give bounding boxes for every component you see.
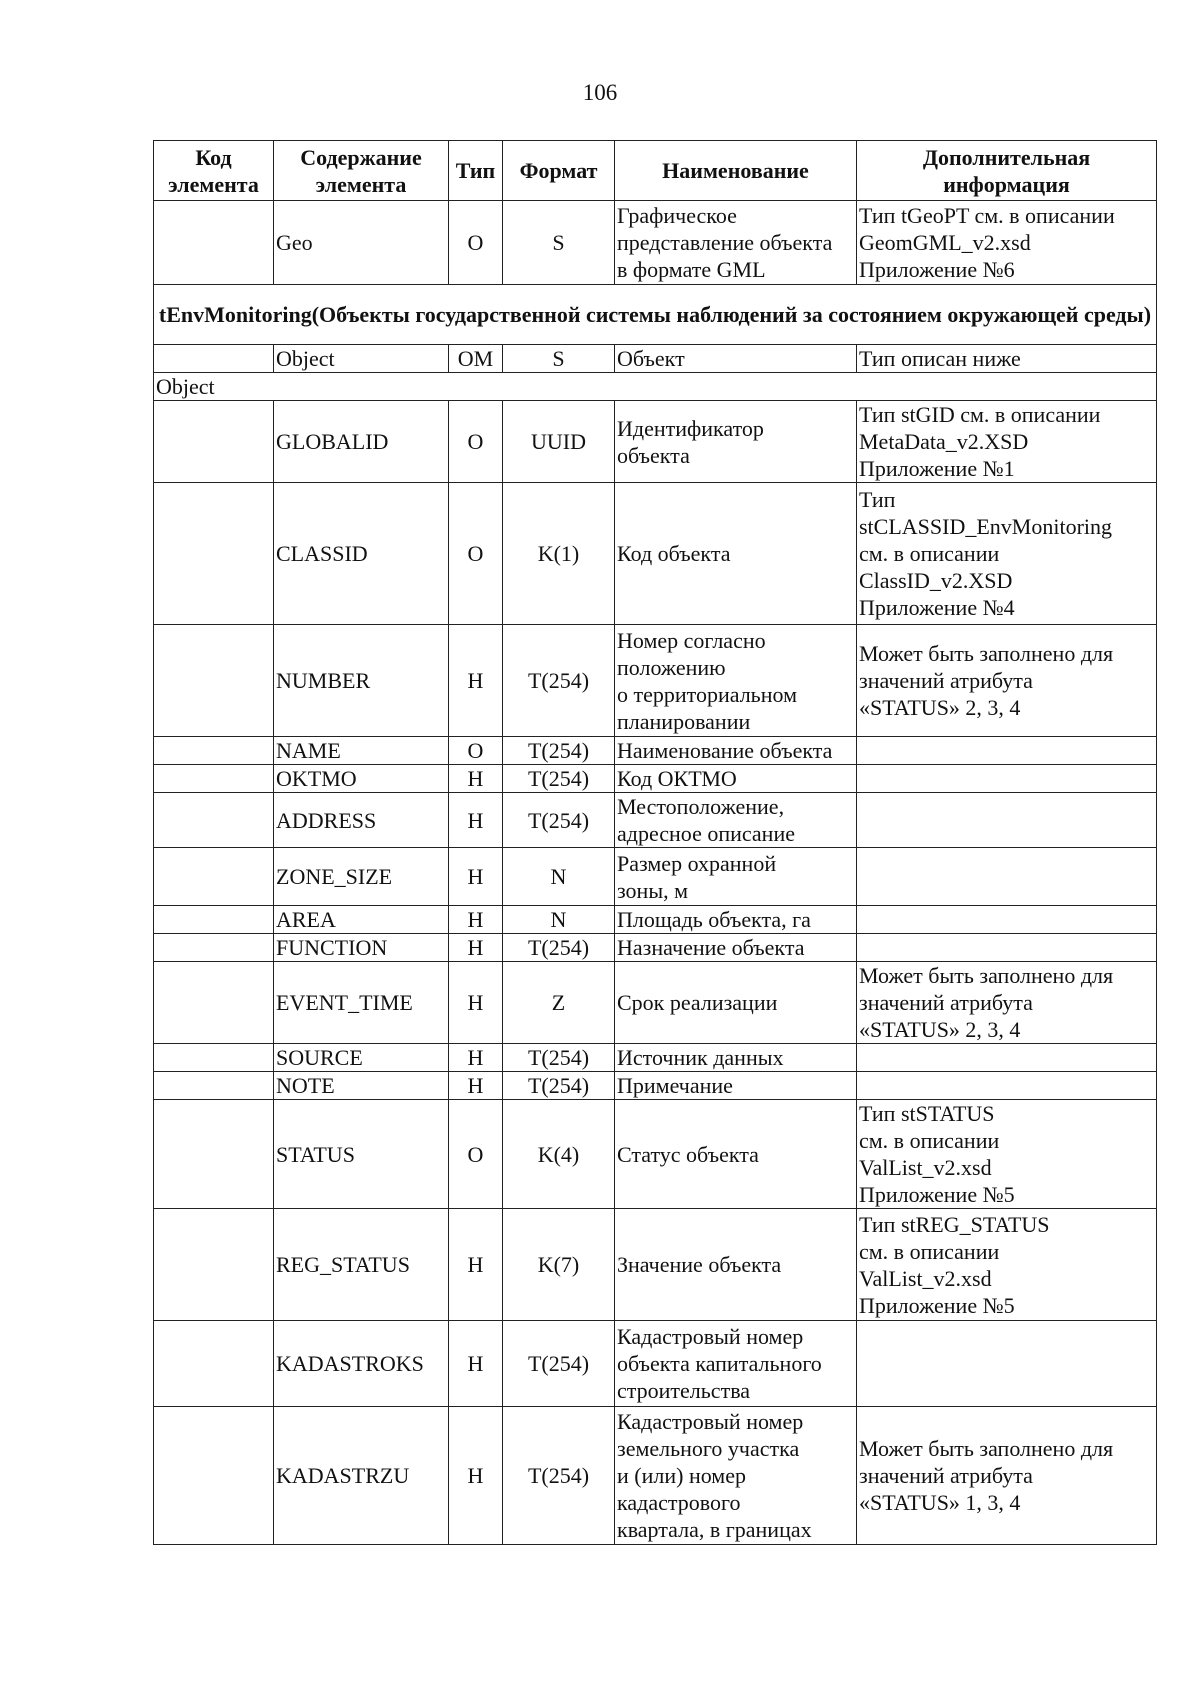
- cell-code: [154, 1100, 274, 1209]
- name-line: о территориальном: [617, 681, 797, 707]
- cell-extra: Тип описан ниже: [857, 345, 1157, 373]
- cell-content: SOURCE: [274, 1044, 449, 1072]
- cell-format: K(1): [503, 483, 615, 625]
- cell-type: H: [449, 1407, 503, 1545]
- extra-line: Приложение №4: [859, 595, 1015, 620]
- extra-line: «STATUS» 1, 3, 4: [859, 1490, 1021, 1515]
- extra-line: Приложение №5: [859, 1292, 1015, 1318]
- cell-type: H: [449, 962, 503, 1044]
- table-row: [154, 906, 1157, 934]
- cell-extra: [857, 1321, 1157, 1407]
- cell-type: H: [449, 1321, 503, 1407]
- extra-line: Тип stGID см. в описании: [859, 402, 1101, 427]
- cell-content: OKTMO: [274, 765, 449, 793]
- name-line: Значение объекта: [617, 1252, 782, 1277]
- cell-name: [615, 1407, 857, 1545]
- cell-name: [615, 1072, 857, 1100]
- name-line: строительства: [617, 1378, 751, 1403]
- cell-format: S: [503, 201, 615, 285]
- extra-line: Тип stSTATUS: [859, 1101, 995, 1126]
- header-extra: [857, 141, 1157, 201]
- cell-name: [615, 793, 857, 848]
- header-format: Формат: [503, 141, 615, 201]
- cell-code: [154, 401, 274, 483]
- extra-line: «STATUS» 2, 3, 4: [859, 695, 1021, 720]
- name-line: Площадь объекта, га: [617, 907, 811, 932]
- name-line: и (или) номер: [617, 1463, 746, 1488]
- name-line: Идентификатор: [617, 415, 764, 441]
- cell-format: UUID: [503, 401, 615, 483]
- extra-line: Приложение №5: [859, 1182, 1015, 1207]
- cell-extra: [857, 1044, 1157, 1072]
- cell-content: KADASTRZU: [274, 1407, 449, 1545]
- cell-extra: [857, 201, 1157, 285]
- cell-format: S: [503, 345, 615, 373]
- cell-type: O: [449, 401, 503, 483]
- cell-content: EVENT_TIME: [274, 962, 449, 1044]
- cell-content: AREA: [274, 906, 449, 934]
- cell-code: [154, 1321, 274, 1407]
- cell-type: H: [449, 765, 503, 793]
- section-row: [154, 285, 1157, 345]
- table-row: [154, 1321, 1157, 1407]
- extra-line: Может быть заполнено для: [859, 641, 1114, 666]
- table-row: [154, 483, 1157, 625]
- extra-line: Может быть заполнено для: [859, 963, 1114, 988]
- cell-format: T(254): [503, 1072, 615, 1100]
- header-code-line: элемента: [168, 171, 259, 197]
- table-row: [154, 1407, 1157, 1545]
- name-line: зоны, м: [617, 877, 689, 903]
- cell-type: H: [449, 793, 503, 848]
- cell-content: NOTE: [274, 1072, 449, 1100]
- cell-code: [154, 1209, 274, 1321]
- cell-type: O: [449, 483, 503, 625]
- cell-extra: [857, 848, 1157, 906]
- name-line: Местоположение,: [617, 794, 785, 819]
- cell-format: T(254): [503, 1407, 615, 1545]
- extra-line: ValList_v2.xsd: [859, 1155, 992, 1180]
- cell-format: T(254): [503, 1044, 615, 1072]
- extra-line: Тип: [859, 487, 896, 512]
- table-row: [154, 793, 1157, 848]
- cell-name: [615, 962, 857, 1044]
- cell-format: T(254): [503, 625, 615, 737]
- table-row: [154, 962, 1157, 1044]
- section-title: tEnvMonitoring(Объекты государственной системы наблюдений за состоянием окружающей среды): [154, 285, 1157, 345]
- extra-line: см. в описании: [859, 1238, 1000, 1264]
- cell-name: [615, 401, 857, 483]
- cell-extra: [857, 906, 1157, 934]
- cell-content: ZONE_SIZE: [274, 848, 449, 906]
- cell-code: [154, 483, 274, 625]
- name-line: представление объекта: [617, 230, 833, 255]
- cell-code: [154, 737, 274, 765]
- cell-code: [154, 962, 274, 1044]
- cell-content: NUMBER: [274, 625, 449, 737]
- extra-line: ValList_v2.xsd: [859, 1265, 992, 1291]
- cell-extra: [857, 793, 1157, 848]
- cell-extra: [857, 1209, 1157, 1321]
- group-label-row: [154, 373, 1157, 401]
- extra-line: Тип tGeoPT см. в описании: [859, 203, 1115, 228]
- table-row: [154, 1100, 1157, 1209]
- cell-format: T(254): [503, 1321, 615, 1407]
- cell-name: [615, 201, 857, 285]
- cell-code: [154, 1072, 274, 1100]
- cell-content: Object: [274, 345, 449, 373]
- name-line: земельного участка: [617, 1436, 800, 1461]
- table-row: [154, 934, 1157, 962]
- cell-type: H: [449, 625, 503, 737]
- name-line: Примечание: [617, 1073, 733, 1098]
- name-line: Размер охранной: [617, 850, 777, 876]
- cell-type: O: [449, 737, 503, 765]
- group-label: Object: [154, 373, 1157, 401]
- header-content-line: Содержание: [300, 144, 422, 170]
- extra-line: см. в описании: [859, 541, 1000, 566]
- extra-line: Приложение №1: [859, 456, 1015, 481]
- cell-extra: [857, 483, 1157, 625]
- cell-type: O: [449, 1100, 503, 1209]
- name-line: в формате GML: [617, 257, 766, 282]
- cell-content: GLOBALID: [274, 401, 449, 483]
- cell-code: [154, 934, 274, 962]
- extra-line: stCLASSID_EnvMonitoring: [859, 514, 1113, 539]
- name-line: Код ОКТМО: [617, 766, 737, 791]
- cell-content: Geo: [274, 201, 449, 285]
- name-line: кадастрового: [617, 1490, 741, 1515]
- cell-content: FUNCTION: [274, 934, 449, 962]
- header-content: [274, 141, 449, 201]
- cell-extra: [857, 1100, 1157, 1209]
- cell-type: H: [449, 934, 503, 962]
- table-row: [154, 765, 1157, 793]
- cell-name: [615, 848, 857, 906]
- cell-code: [154, 201, 274, 285]
- table-row: [154, 1072, 1157, 1100]
- header-extra-line: Дополнительная: [922, 144, 1091, 170]
- cell-content: ADDRESS: [274, 793, 449, 848]
- cell-extra: [857, 934, 1157, 962]
- cell-content: REG_STATUS: [274, 1209, 449, 1321]
- extra-line: Может быть заполнено для: [859, 1436, 1114, 1461]
- name-line: Срок реализации: [617, 990, 778, 1015]
- cell-content: NAME: [274, 737, 449, 765]
- name-line: Номер согласно: [617, 627, 766, 653]
- cell-format: N: [503, 848, 615, 906]
- name-line: объекта капитального: [617, 1351, 822, 1376]
- name-line: адресное описание: [617, 821, 795, 846]
- extra-line: см. в описании: [859, 1128, 1000, 1153]
- cell-extra: [857, 1072, 1157, 1100]
- name-line: положению: [617, 654, 726, 680]
- cell-name: [615, 1100, 857, 1209]
- object-row: [154, 345, 1157, 373]
- name-line: Назначение объекта: [617, 935, 805, 960]
- extra-line: MetaData_v2.XSD: [859, 429, 1029, 454]
- element-table: [153, 140, 1157, 1545]
- cell-type: H: [449, 1209, 503, 1321]
- header-type: Тип: [449, 141, 503, 201]
- geo-row: [154, 201, 1157, 285]
- header-code: [154, 141, 274, 201]
- table-row: [154, 401, 1157, 483]
- table-row: [154, 737, 1157, 765]
- name-line: Кадастровый номер: [617, 1324, 804, 1349]
- cell-code: [154, 906, 274, 934]
- cell-format: T(254): [503, 765, 615, 793]
- cell-extra: [857, 1407, 1157, 1545]
- cell-type: H: [449, 1044, 503, 1072]
- cell-name: [615, 483, 857, 625]
- cell-type: H: [449, 906, 503, 934]
- header-name: Наименование: [615, 141, 857, 201]
- extra-line: ClassID_v2.XSD: [859, 568, 1013, 593]
- name-line: Код объекта: [617, 541, 731, 566]
- cell-format: T(254): [503, 934, 615, 962]
- table-row: [154, 625, 1157, 737]
- page-number: 106: [582, 80, 618, 105]
- header-extra-line: информация: [943, 171, 1070, 197]
- cell-format: T(254): [503, 793, 615, 848]
- cell-name: [615, 737, 857, 765]
- cell-content: KADASTROKS: [274, 1321, 449, 1407]
- cell-code: [154, 1407, 274, 1545]
- cell-code: [154, 765, 274, 793]
- cell-extra: [857, 765, 1157, 793]
- header-code-line: Код: [195, 144, 232, 170]
- cell-extra: [857, 737, 1157, 765]
- extra-line: значений атрибута: [859, 668, 1033, 693]
- cell-extra: [857, 401, 1157, 483]
- header-content-line: элемента: [315, 171, 407, 197]
- table-row: [154, 848, 1157, 906]
- cell-code: [154, 793, 274, 848]
- cell-code: [154, 345, 274, 373]
- header-row: [154, 141, 1157, 201]
- cell-name: [615, 1321, 857, 1407]
- cell-name: [615, 625, 857, 737]
- cell-format: K(4): [503, 1100, 615, 1209]
- cell-name: [615, 906, 857, 934]
- name-line: Графическое: [617, 203, 737, 228]
- name-line: Статус объекта: [617, 1141, 759, 1167]
- cell-type: O: [449, 201, 503, 285]
- extra-line: значений атрибута: [859, 990, 1033, 1015]
- cell-type: H: [449, 848, 503, 906]
- extra-line: значений атрибута: [859, 1463, 1033, 1488]
- name-line: объекта: [617, 442, 690, 468]
- name-line: Кадастровый номер: [617, 1409, 804, 1434]
- name-line: квартала, в границах: [617, 1517, 812, 1542]
- cell-content: STATUS: [274, 1100, 449, 1209]
- cell-code: [154, 1044, 274, 1072]
- cell-name: [615, 1209, 857, 1321]
- extra-line: Приложение №6: [859, 257, 1015, 282]
- cell-format: K(7): [503, 1209, 615, 1321]
- cell-name: Объект: [615, 345, 857, 373]
- cell-name: [615, 765, 857, 793]
- table-row: [154, 1044, 1157, 1072]
- cell-type: H: [449, 1072, 503, 1100]
- extra-line: Тип stREG_STATUS: [859, 1211, 1050, 1237]
- extra-line: «STATUS» 2, 3, 4: [859, 1017, 1021, 1042]
- table-row: [154, 1209, 1157, 1321]
- cell-format: N: [503, 906, 615, 934]
- name-line: планировании: [617, 708, 751, 734]
- extra-line: GeomGML_v2.xsd: [859, 230, 1031, 255]
- cell-code: [154, 625, 274, 737]
- name-line: Источник данных: [617, 1045, 784, 1070]
- cell-extra: [857, 962, 1157, 1044]
- cell-extra: [857, 625, 1157, 737]
- cell-type: OM: [449, 345, 503, 373]
- cell-name: [615, 934, 857, 962]
- name-line: Наименование объекта: [617, 738, 833, 763]
- cell-name: [615, 1044, 857, 1072]
- cell-format: Z: [503, 962, 615, 1044]
- cell-code: [154, 848, 274, 906]
- cell-format: T(254): [503, 737, 615, 765]
- cell-content: CLASSID: [274, 483, 449, 625]
